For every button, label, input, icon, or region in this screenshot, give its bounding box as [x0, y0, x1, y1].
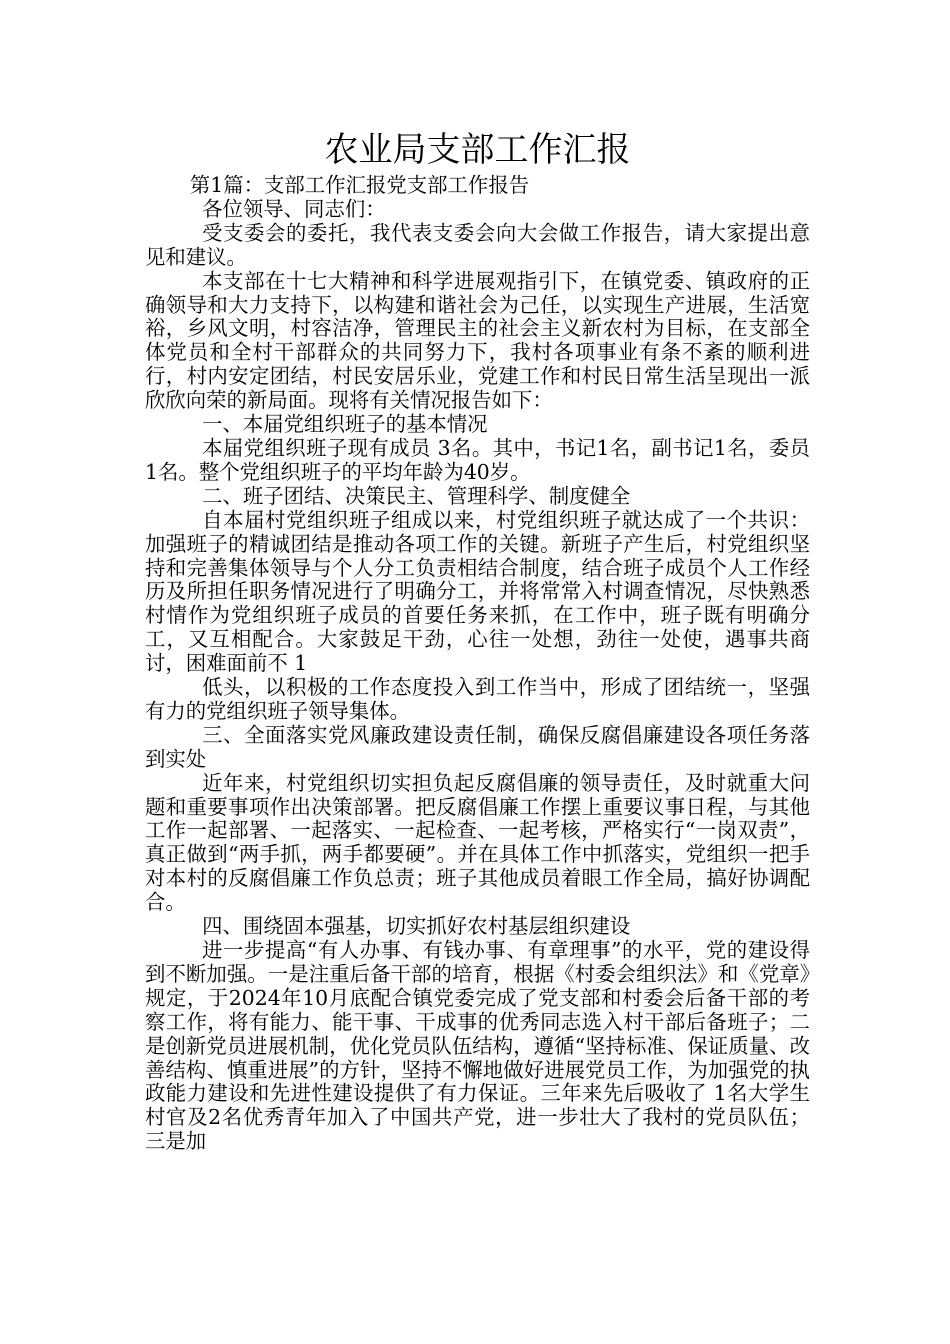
body-paragraph: 受支委会的委托，我代表支委会向大会做工作报告，请大家提出意见和建议。 — [145, 220, 810, 269]
salutation: 各位领导、同志们： — [202, 196, 386, 221]
section-heading: 二、班子团结、决策民主、管理科学、制度健全 — [202, 483, 631, 508]
body-paragraph: 进一步提高“有人办事、有钱办事、有章理事”的水平，党的建设得到不断加强。一是注重后备干部的培育，根据《村委会组织法》和《党章》规定，于2024年10月底配合镇党委完成了党支部和村委会后备干部的考察工作，将有能力、能干事、干成事的优秀同志选入村干部后备班子；二是创新党员进展机制，优化党员队伍结构，遵循“坚持标准、保证质量、改善结构、慎重进展”的方针，坚持不懈地做好进展党员工作，为加强党的执政能力建设和先进性建设提供了有力保证。三年来先后吸收了 1名大学生村官及2名优秀青年加入了中国共产党，进一步壮大了我村的党员队伍；三是加 — [145, 938, 810, 1154]
chapter-heading: 第1篇：支部工作汇报党支部工作报告 — [189, 173, 530, 197]
body-paragraph: 自本届村党组织班子组成以来，村党组织班子就达成了一个共识：加强班子的精诚团结是推动各项工作的关键。新班子产生后，村党组织坚持和完善集体领导与个人分工负责相结合制度，结合班子成员个人工作经历及所担任职务情况进行了明确分工，并将常常入村调查情况，尽快熟悉村情作为党组织班子成员的首要任务来抓，在工作中，班子既有明确分工，又互相配合。大家鼓足干劲，心往一处想，劲往一处使，遇事共商讨，困难面前不 1 — [145, 507, 810, 676]
body-paragraph: 近年来，村党组织切实担负起反腐倡廉的领导责任，及时就重大问题和重要事项作出决策部署。把反腐倡廉工作摆上重要议事日程，与其他工作一起部署、一起落实、一起检查、一起考核，严格实行“一岗双责”，真正做到“两手抓，两手都要硬”。并在具体工作中抓落实，党组织一把手对本村的反腐倡廉工作负总责；班子其他成员着眼工作全局，搞好协调配合。 — [145, 770, 810, 915]
body-paragraph: 本届党组织班子现有成员 3名。其中，书记1名，副书记1名，委员1名。整个党组织班子的平均年龄为40岁。 — [145, 435, 810, 484]
body-paragraph: 低头，以积极的工作态度投入到工作当中，形成了团结统一，坚强有力的党组织班子领导集体。 — [145, 675, 810, 723]
section-heading: 四、围绕固本强基，切实抓好农村基层组织建设 — [202, 914, 631, 939]
document-title: 农业局支部工作汇报 — [324, 130, 631, 170]
document-body — [145, 128, 810, 1154]
section-heading: 一、本届党组织班子的基本情况 — [202, 412, 488, 437]
body-paragraph: 本支部在十七大精神和科学进展观指引下，在镇党委、镇政府的正确领导和大力支持下，以构建和谐社会为己任，以实现生产进展，生活宽裕，乡风文明，村容洁净，管理民主的社会主义新农村为目标，在支部全体党员和全村干部群众的共同努力下，我村各项事业有条不紊的顺利进行，村内安定团结，村民安居乐业，党建工作和村民日常生活呈现出一派欣欣向荣的新局面。现将有关情况报告如下： — [145, 268, 810, 413]
section-heading: 三、全面落实党风廉政建设责任制，确保反腐倡廉建设各项任务落到实处 — [145, 722, 810, 771]
